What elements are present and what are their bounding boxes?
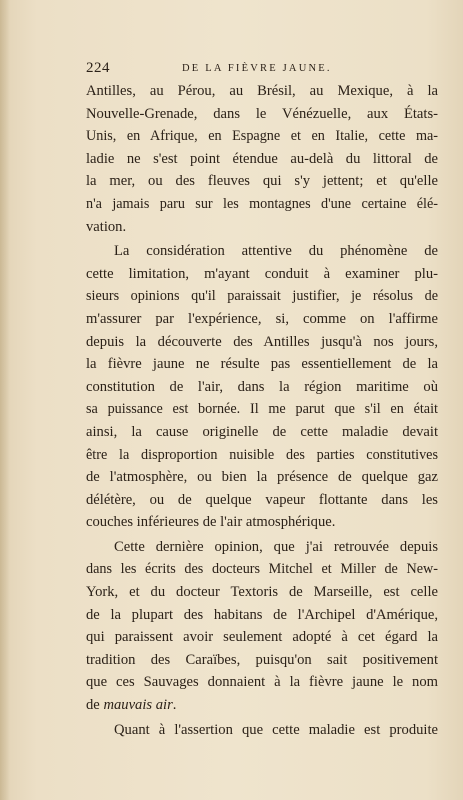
paragraph-4 [86, 719, 438, 742]
text-line: Cette dernière opinion, que j'ai retrouvée depuis [114, 538, 438, 555]
page-number: 224 [86, 60, 110, 76]
page-gutter-shadow [0, 0, 10, 800]
text-line: dans les écrits des docteurs Mitchel et Miller de New- [86, 561, 438, 578]
text-line: de l'atmosphère, ou bien la présence de quelque gaz [86, 469, 438, 486]
text-line: sa puissance est bornée. Il me parut que s'il en était [86, 401, 438, 418]
text-line: La considération attentive du phénomène de [114, 243, 438, 260]
text-line [86, 694, 438, 717]
text-line: m'assurer par l'expérience, si, comme on l'affirme [86, 310, 438, 327]
text-line: Nouvelle-Grenade, dans le Vénézuelle, aux États- [86, 105, 438, 122]
text-line: que ces Sauvages donnaient à la fièvre jaune le nom [86, 674, 438, 691]
text-line: constitution de l'air, dans la région maritime où [86, 378, 438, 395]
text-line: n'a jamais paru sur les montagnes d'une certaine élé- [86, 195, 438, 212]
paragraph-1 [86, 80, 438, 238]
text-line: couches inférieures de l'air atmosphérique. [86, 514, 336, 531]
text-line: ainsi, la cause originelle de cette maladie devait [86, 423, 438, 440]
text-line: qui paraissent avoir seulement adopté à cet égard la [86, 629, 438, 646]
running-title: DE LA FIÈVRE JAUNE. [182, 63, 332, 74]
text-line: depuis la découverte des Antilles jusqu'à nos jours, [86, 333, 438, 350]
paragraph-2 [86, 240, 438, 534]
text-line: de la plupart des habitans de l'Archipel d'Amérique, [86, 606, 438, 623]
page-header [86, 60, 352, 78]
text-line: vation. [86, 218, 127, 235]
text-line: sieurs opinions qu'il paraissait justifier, je résolus de [86, 288, 438, 305]
page-body [86, 80, 438, 741]
text-line: Unis, en Afrique, en Espagne et en Italie, cette ma- [86, 128, 438, 145]
text-line: être la disproportion nuisible des parties constitutives [86, 446, 438, 463]
text-line: Antilles, au Pérou, au Brésil, au Mexique, à la [86, 83, 438, 99]
text-line: la fièvre jaune ne résulte pas essentiellement de la [86, 356, 438, 373]
text-line: Quant à l'assertion que cette maladie est produite [114, 721, 438, 738]
text-line: délétère, ou de quelque vapeur flottante dans les [86, 491, 438, 508]
italic-phrase: mauvais air [103, 697, 173, 714]
text-line: cette limitation, m'ayant conduit à examiner plu- [86, 265, 438, 282]
text-line: ladie ne s'est point étendue au-delà du littoral de [86, 150, 438, 167]
text-line: tradition des Caraïbes, puisqu'on sait positivement [86, 651, 438, 668]
paragraph-3 [86, 536, 438, 717]
text-fragment: de [86, 697, 104, 714]
text-fragment: . [172, 697, 177, 714]
text-line: York, et du docteur Textoris de Marseille, est celle [86, 584, 438, 601]
text-line: la mer, ou des fleuves qui s'y jettent; et qu'elle [86, 173, 438, 190]
